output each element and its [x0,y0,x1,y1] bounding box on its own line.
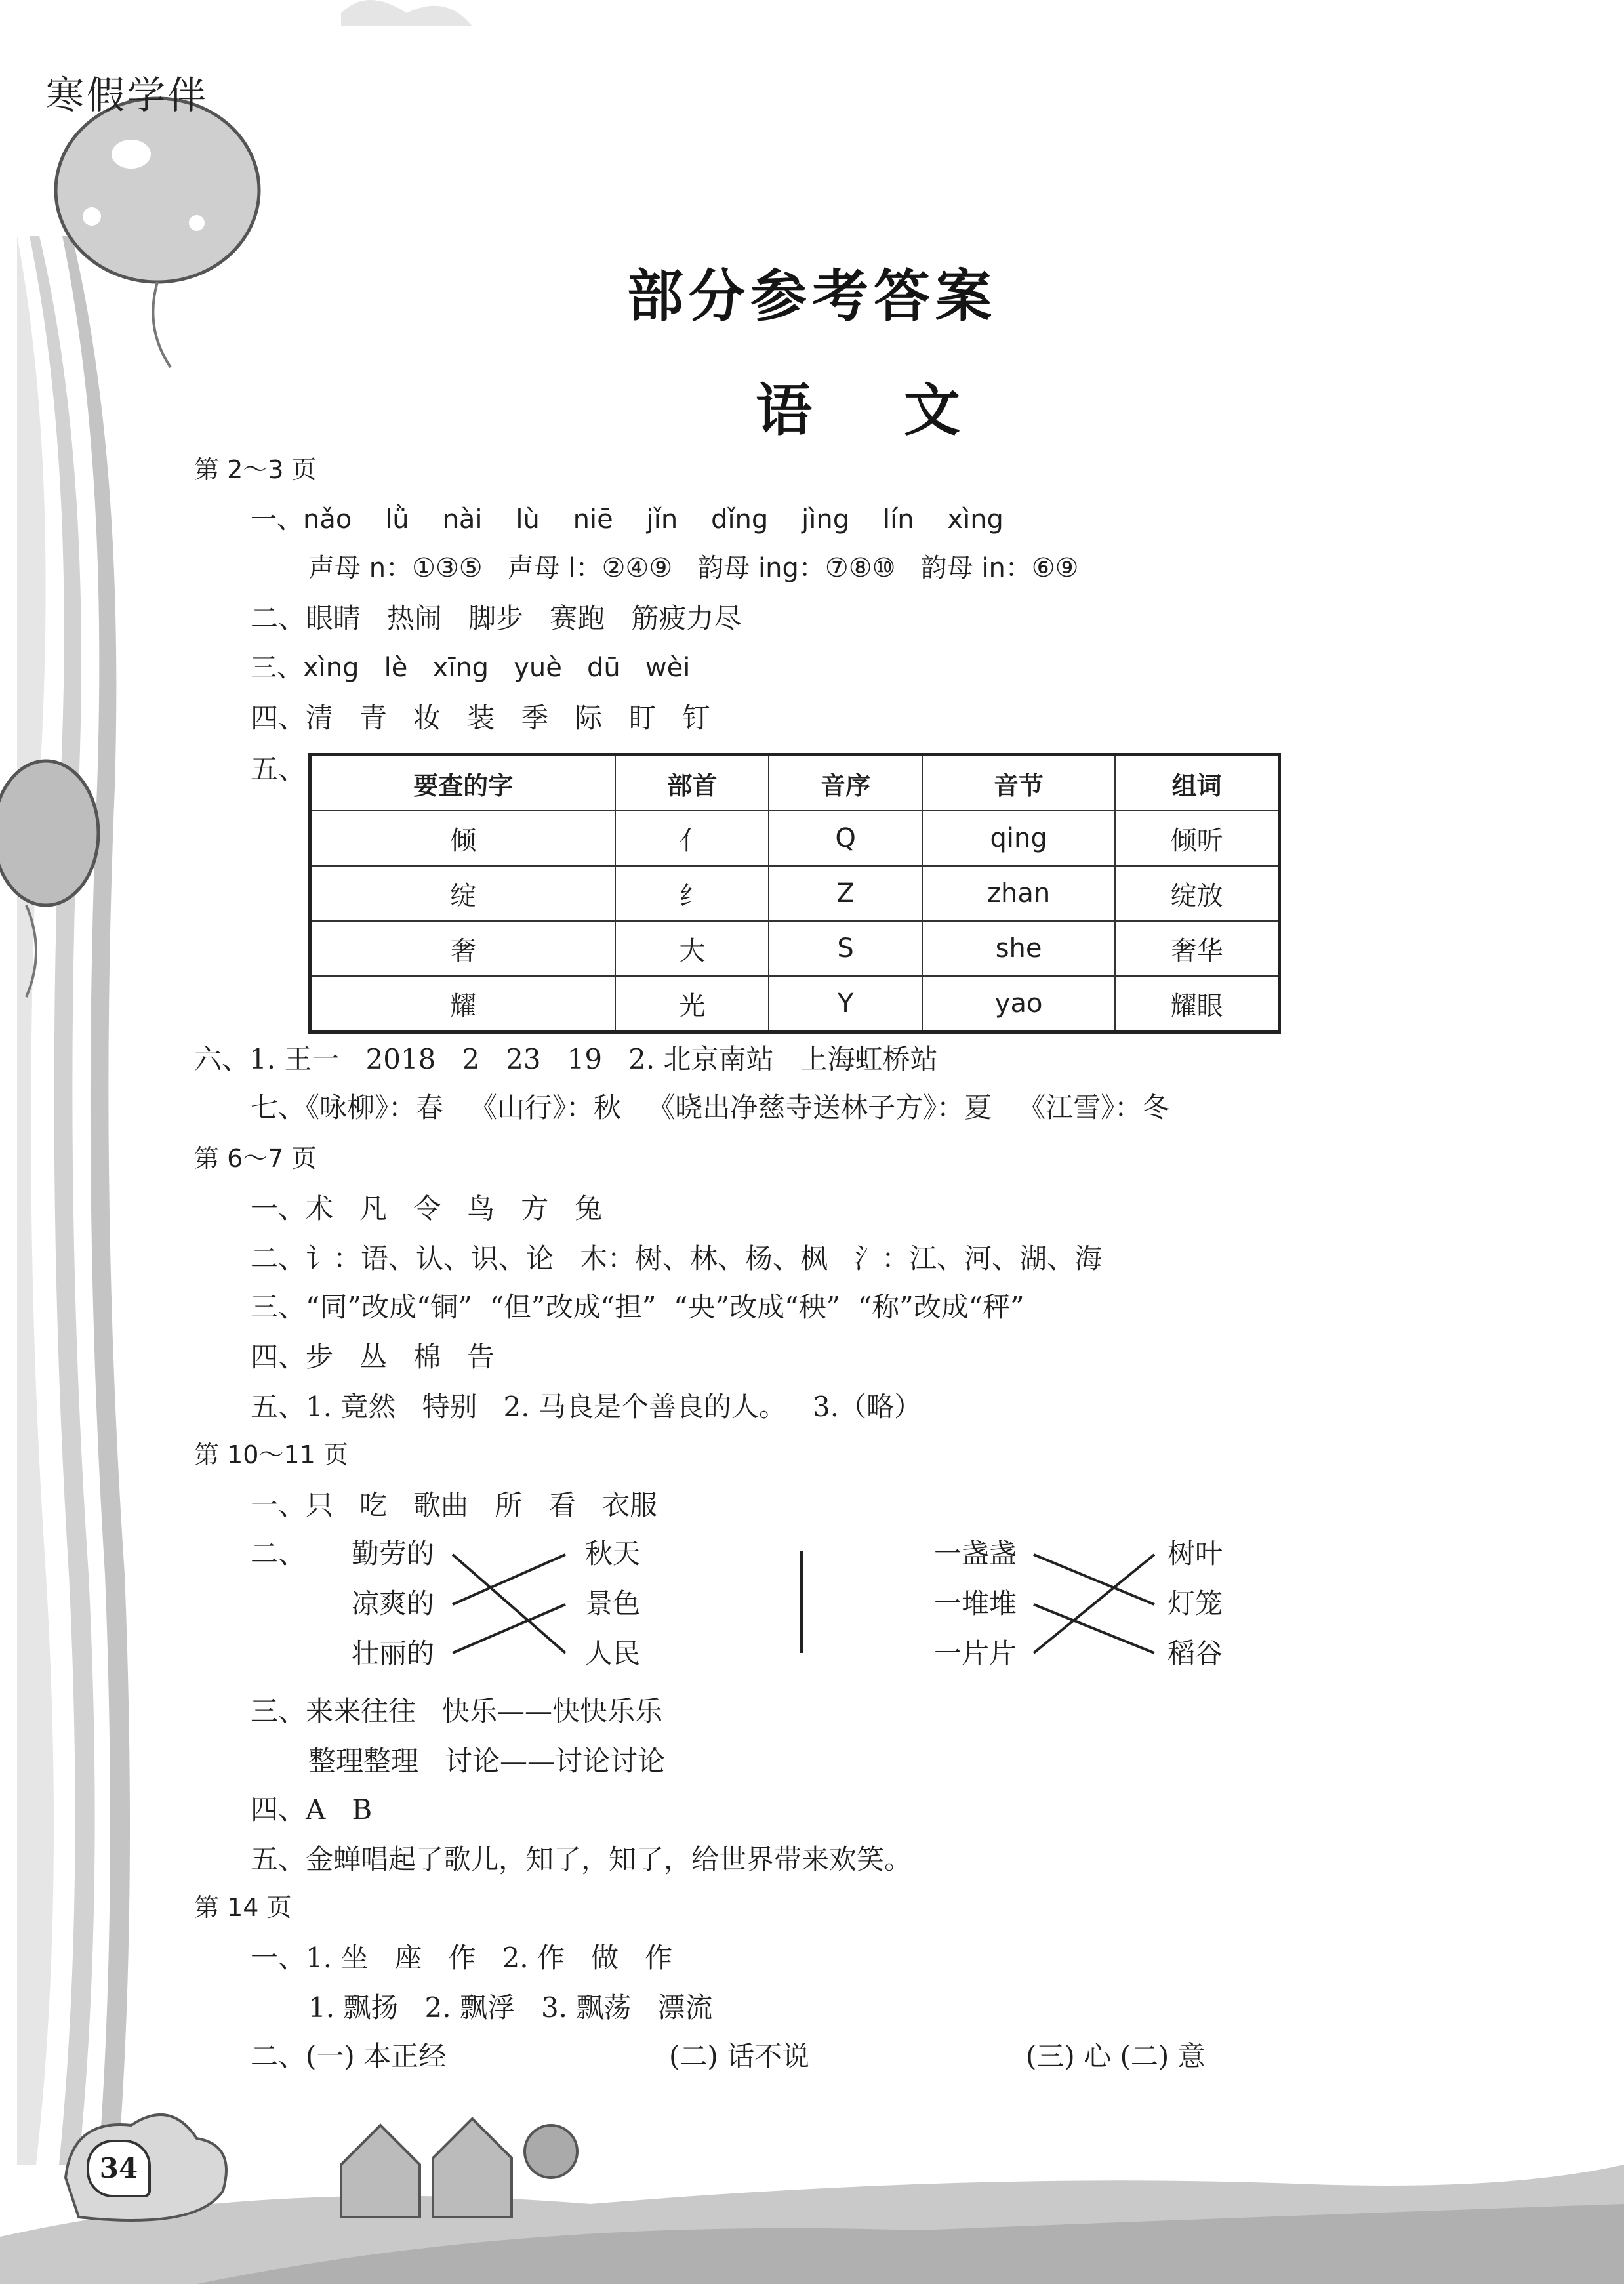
table-row [310,921,1280,976]
table-cell: 奢 [310,921,616,976]
table-cell: Z [769,866,922,921]
match-word: 一堆堆 [934,1587,1017,1620]
answer-line: 五、金蝉唱起了歌儿，知了，知了，给世界带来欢笑。 [251,1843,912,1875]
answer-line: 二、眼睛 热闹 脚步 赛跑 筋疲力尽 [251,602,742,634]
page-number: 34 [87,2140,151,2197]
answer-line: 二、(一) 本正经 [251,2040,447,2072]
answer-line: 二、讠：语、认、识、论 木：树、林、杨、枫 氵：江、河、湖、海 [251,1242,1103,1275]
match-word: 秋天 [585,1538,641,1570]
match-word: 一盏盏 [934,1538,1017,1570]
match-word: 灯笼 [1167,1587,1223,1620]
match-word: 树叶 [1167,1538,1223,1570]
answer-line: 1. 飘扬 2. 飘浮 3. 飘荡 漂流 [308,1991,713,2024]
page-title: 部分参考答案 [627,264,997,329]
book-title: 寒假学伴 [46,73,209,117]
table-cell: yao [922,976,1115,1032]
match-word: 人民 [585,1637,641,1669]
table-cell: 倾 [310,811,616,866]
table-cell: 亻 [615,811,769,866]
answer-line: 七、《咏柳》：春 《山行》：秋 《晓出净慈寺送林子方》：夏 《江雪》：冬 [251,1091,1170,1124]
table-header: 组词 [1115,755,1279,811]
table-cell: 奢华 [1115,921,1279,976]
match-word: 凉爽的 [352,1587,435,1620]
answer-line: 五、 [251,753,306,785]
match-word: 稻谷 [1167,1637,1223,1669]
table-cell: 绽放 [1115,866,1279,921]
answer-line: 三、xìng lè xīng yuè dū wèi [251,653,691,683]
match-word: 一片片 [934,1637,1017,1669]
table-cell: 耀眼 [1115,976,1279,1032]
table-row [310,811,1280,866]
table-cell: zhan [922,866,1115,921]
table-header: 音序 [769,755,922,811]
section-heading: 第 10～11 页 [194,1440,348,1469]
answer-line: 三、来来往往 快乐——快快乐乐 [251,1695,663,1727]
answer-line: 六、1. 王一 2018 2 23 19 2. 北京南站 上海虹桥站 [194,1043,938,1075]
table-cell: qing [922,811,1115,866]
table-cell: she [922,921,1115,976]
table-cell: Y [769,976,922,1032]
match-word: 壮丽的 [352,1637,435,1669]
table-header: 要查的字 [310,755,616,811]
table-cell: 耀 [310,976,616,1032]
table-header: 音节 [922,755,1115,811]
answer-line: 一、nǎo lǜ nài lù niē jǐn dǐng jìng lín xìng [251,504,1004,535]
answer-line: 一、术 凡 令 鸟 方 兔 [251,1193,603,1225]
answer-line: 五、1. 竟然 特别 2. 马良是个善良的人。 3.（略） [251,1391,922,1423]
answer-line: (二) 话不说 [669,2040,810,2072]
section-heading: 第 14 页 [194,1893,292,1922]
section-heading: 第 6～7 页 [194,1144,317,1173]
table-cell: S [769,921,922,976]
answer-line: 四、清 青 妆 装 季 际 盯 钉 [251,702,710,734]
table-cell: Q [769,811,922,866]
answer-line: 整理整理 讨论——讨论讨论 [308,1745,666,1777]
answer-line: 二、 [251,1538,306,1570]
answer-line: 一、1. 坐 座 作 2. 作 做 作 [251,1942,673,1974]
dictionary-table [308,753,1281,1034]
table-row [310,976,1280,1032]
table-cell: 倾听 [1115,811,1279,866]
answer-line: 声母 n：①③⑤ 声母 l：②④⑨ 韵母 ing：⑦⑧⑩ 韵母 in：⑥⑨ [308,553,1079,583]
section-heading: 第 2～3 页 [194,455,317,484]
answer-line: 三、“同”改成“铜” “但”改成“担” “央”改成“秧” “称”改成“秤” [251,1291,1025,1323]
table-cell: 光 [615,976,769,1032]
answer-line: (三) 心 (二) 意 [1026,2040,1206,2072]
subject-title: 语文 [756,378,1052,443]
match-word: 勤劳的 [352,1538,435,1570]
answer-line: 四、步 丛 棉 告 [251,1341,495,1373]
table-cell: 绽 [310,866,616,921]
table-cell: 大 [615,921,769,976]
table-header: 部首 [615,755,769,811]
match-word: 景色 [585,1587,641,1620]
table-row [310,866,1280,921]
table-cell: 纟 [615,866,769,921]
answer-line: 一、只 吃 歌曲 所 看 衣服 [251,1489,658,1521]
answer-line: 四、A B [251,1793,373,1825]
